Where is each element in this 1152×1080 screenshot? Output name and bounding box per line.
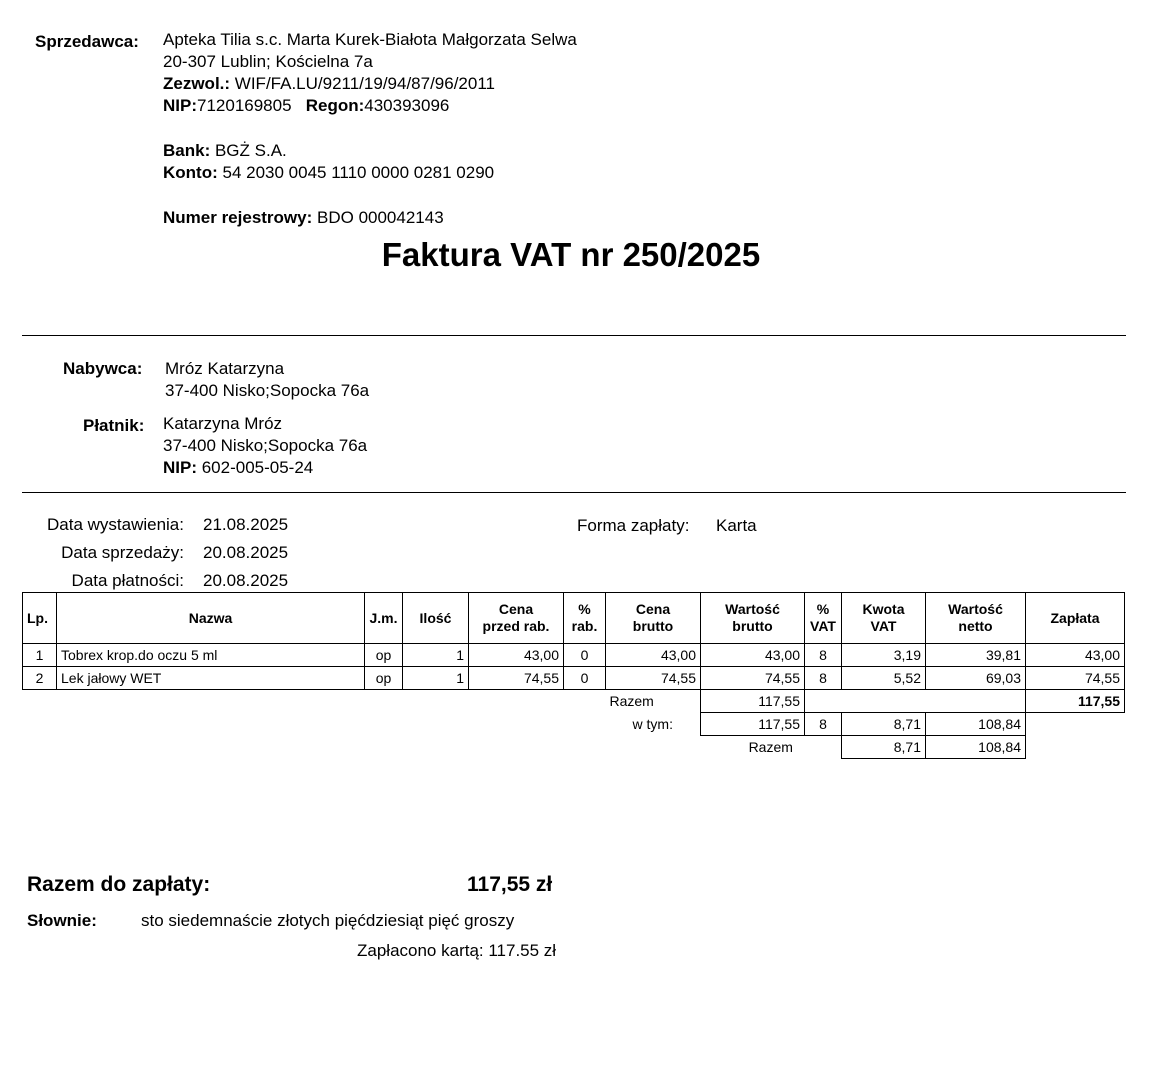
issue-date: 21.08.2025	[203, 515, 289, 534]
seller-label: Sprzedawca:	[35, 32, 139, 51]
col-header: Wartość brutto	[701, 593, 805, 644]
permit-label: Zezwol.:	[163, 74, 231, 93]
net-total: 108,84	[926, 736, 1026, 759]
paid-note: Zapłacono kartą: 117.55 zł	[357, 941, 557, 960]
cell-vat-rate: 8	[805, 667, 842, 690]
breakdown-net: 108,84	[926, 713, 1026, 736]
cell-vat-amount: 3,19	[842, 644, 926, 667]
seller-permit	[163, 74, 495, 94]
col-header: Zapłata	[1026, 593, 1125, 644]
payment-date: 20.08.2025	[203, 571, 289, 590]
sale-date-label: Data sprzedaży:	[61, 543, 184, 562]
invoice-title: Faktura VAT nr 250/2025	[381, 236, 761, 273]
cell-value-net: 69,03	[926, 667, 1026, 690]
col-header: % VAT	[805, 593, 842, 644]
permit-value: WIF/FA.LU/9211/19/94/87/96/2011	[230, 74, 495, 93]
total-label: Razem	[609, 693, 654, 710]
breakdown-label: w tym:	[632, 716, 673, 732]
cell-vat-rate: 8	[805, 644, 842, 667]
issue-date-label: Data wystawienia:	[46, 515, 184, 534]
seller-registry	[163, 208, 444, 228]
table-row	[23, 667, 1125, 690]
breakdown-vat-rate: 8	[805, 713, 842, 736]
cell-discount: 0	[564, 667, 606, 690]
regon-value: 430393096	[364, 96, 450, 115]
col-header: Ilość	[403, 593, 469, 644]
amount-due-label: Razem do zapłaty:	[27, 873, 211, 896]
cell-name: Tobrex krop.do oczu 5 ml	[57, 644, 365, 667]
divider-middle	[22, 492, 1126, 493]
payer-nip-value: 602-005-05-24	[197, 458, 314, 477]
regon-label: Regon:	[305, 96, 365, 115]
cell-price-gross: 74,55	[606, 667, 701, 690]
cell-value-net: 39,81	[926, 644, 1026, 667]
cell-price-before: 43,00	[469, 644, 564, 667]
payment-method-label: Forma zapłaty:	[577, 516, 690, 535]
bank-value: BGŻ S.A.	[210, 141, 287, 160]
col-header: % rab.	[564, 593, 606, 644]
account-label: Konto:	[163, 163, 218, 182]
col-header: Nazwa	[57, 593, 365, 644]
divider-top	[22, 335, 1126, 336]
cell-payment: 43,00	[1026, 644, 1125, 667]
amount-due: 117,55 zł	[467, 873, 553, 896]
registry-label: Numer rejestrowy:	[163, 208, 313, 227]
cell-discount: 0	[564, 644, 606, 667]
nip-value: 7120169805	[197, 96, 292, 115]
cell-unit: op	[365, 667, 403, 690]
col-header: Wartość netto	[926, 593, 1026, 644]
cell-qty: 1	[403, 644, 469, 667]
cell-qty: 1	[403, 667, 469, 690]
amount-words: sto siedemnaście złotych pięćdziesiąt pięć groszy	[141, 911, 515, 930]
breakdown-row	[23, 713, 1125, 736]
col-header: Cena brutto	[606, 593, 701, 644]
col-header: J.m.	[365, 593, 403, 644]
breakdown-gross: 117,55	[701, 713, 805, 736]
cell-value-gross: 74,55	[701, 667, 805, 690]
cell-price-before: 74,55	[469, 667, 564, 690]
cell-vat-amount: 5,52	[842, 667, 926, 690]
payer-nip-label: NIP:	[163, 458, 197, 477]
total-payment: 117,55	[1026, 690, 1125, 713]
cell-lp: 1	[23, 644, 57, 667]
cell-lp: 2	[23, 667, 57, 690]
breakdown-vat: 8,71	[842, 713, 926, 736]
vat-total-label: Razem	[748, 739, 793, 756]
seller-name: Apteka Tilia s.c. Marta Kurek-Białota Małgorzata Selwa	[163, 30, 577, 49]
cell-payment: 74,55	[1026, 667, 1125, 690]
payer-address: 37-400 Nisko;Sopocka 76a	[163, 436, 368, 455]
table-row	[23, 644, 1125, 667]
total-row	[23, 690, 1125, 713]
payment-method: Karta	[716, 516, 757, 535]
sale-date: 20.08.2025	[203, 543, 289, 562]
seller-account	[163, 163, 494, 183]
cell-name: Lek jałowy WET	[57, 667, 365, 690]
buyer-label: Nabywca:	[63, 359, 143, 378]
table-header-row	[23, 593, 1125, 644]
payer-nip	[163, 458, 313, 478]
vat-total: 8,71	[842, 736, 926, 759]
payment-date-label: Data płatności:	[71, 571, 184, 590]
vat-total-row	[23, 736, 1125, 759]
payer-name: Katarzyna Mróz	[163, 414, 283, 433]
col-header: Cena przed rab.	[469, 593, 564, 644]
seller-bank	[163, 141, 287, 161]
buyer-address: 37-400 Nisko;Sopocka 76a	[165, 381, 370, 400]
items-table	[22, 592, 1125, 759]
col-header: Kwota VAT	[842, 593, 926, 644]
seller-ids	[163, 96, 449, 116]
amount-words-label: Słownie:	[27, 911, 97, 930]
cell-price-gross: 43,00	[606, 644, 701, 667]
account-value: 54 2030 0045 1110 0000 0281 0290	[217, 163, 495, 182]
total-gross: 117,55	[701, 690, 805, 713]
seller-address: 20-307 Lublin; Kościelna 7a	[163, 52, 373, 71]
nip-label: NIP:	[163, 96, 197, 115]
buyer-name: Mróz Katarzyna	[165, 359, 285, 378]
cell-unit: op	[365, 644, 403, 667]
registry-value: BDO 000042143	[312, 208, 444, 227]
cell-value-gross: 43,00	[701, 644, 805, 667]
payer-label: Płatnik:	[83, 416, 145, 435]
col-header: Lp.	[23, 593, 57, 644]
bank-label: Bank:	[163, 141, 211, 160]
